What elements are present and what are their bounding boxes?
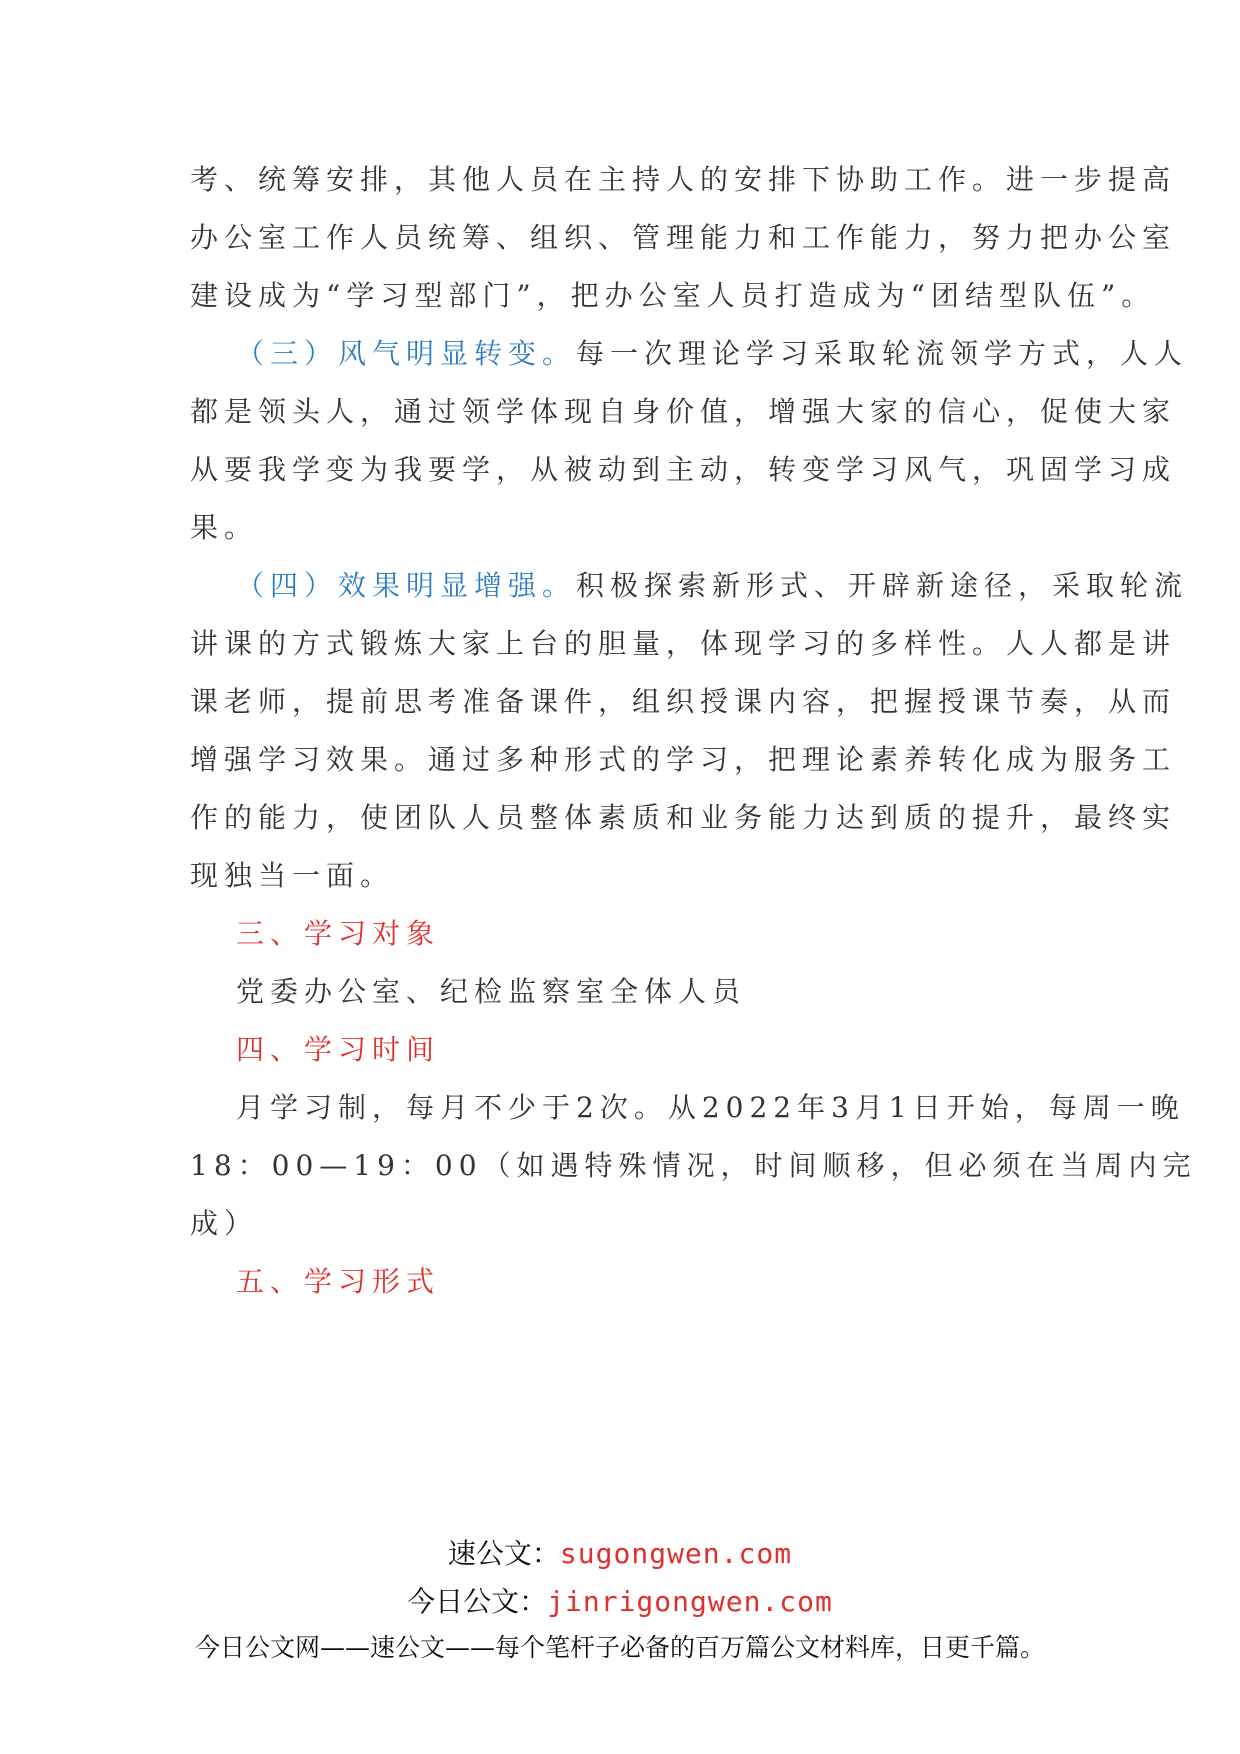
section-title-3: 三、学习对象 bbox=[236, 917, 441, 950]
footer-line-1 bbox=[0, 1532, 1240, 1572]
subheading-3: （三）风气明显转变。 bbox=[236, 337, 577, 370]
paragraph-first-line bbox=[236, 566, 1188, 606]
text-line: 考、统筹安排，其他人员在主持人的安排下协助工作。进一步提高 bbox=[190, 163, 1177, 196]
section-title-4: 四、学习时间 bbox=[236, 1033, 441, 1066]
paragraph-first-line bbox=[236, 334, 1188, 374]
section-title-5: 五、学习形式 bbox=[236, 1265, 441, 1298]
text-line: 课老师，提前思考准备课件，组织授课内容，把握授课节奏，从而 bbox=[190, 685, 1177, 718]
footer-slogan: 今日公文网——速公文——每个笔杆子必备的百万篇公文材料库，日更千篇。 bbox=[194, 1633, 1045, 1662]
text-line: 成） bbox=[190, 1207, 259, 1240]
text-line: 作的能力，使团队人员整体素质和业务能力达到质的提升，最终实 bbox=[190, 801, 1177, 834]
text-line: 月学习制，每月不少于2次。从2022年3月1日开始，每周一晚 bbox=[236, 1091, 1185, 1124]
footer-label: 今日公文： bbox=[407, 1585, 548, 1618]
text-line: 讲课的方式锻炼大家上台的胆量，体现学习的多样性。人人都是讲 bbox=[190, 627, 1177, 660]
text-line: 办公室工作人员统筹、组织、管理能力和工作能力，努力把办公室 bbox=[190, 221, 1177, 254]
text-line: 增强学习效果。通过多种形式的学习，把理论素养转化成为服务工 bbox=[190, 743, 1177, 776]
text-line: 建设成为“学习型部门”，把办公室人员打造成为“团结型队伍”。 bbox=[190, 279, 1156, 312]
text-segment: 每一次理论学习采取轮流领学方式，人人 bbox=[576, 337, 1189, 370]
footer-line-2 bbox=[0, 1580, 1240, 1620]
footer-label: 速公文： bbox=[447, 1537, 560, 1570]
footer-link-sugongwen[interactable]: sugongwen.com bbox=[559, 1537, 793, 1570]
subheading-4: （四）效果明显增强。 bbox=[236, 569, 577, 602]
text-line: 18：00—19：00（如遇特殊情况，时间顺移，但必须在当周内完 bbox=[190, 1149, 1197, 1182]
text-line: 现独当一面。 bbox=[190, 859, 395, 892]
text-line: 果。 bbox=[190, 511, 259, 544]
footer-link-jinrigongwen[interactable]: jinrigongwen.com bbox=[547, 1585, 833, 1618]
text-segment: 积极探索新形式、开辟新途径，采取轮流 bbox=[576, 569, 1189, 602]
text-line: 党委办公室、纪检监察室全体人员 bbox=[236, 975, 747, 1008]
text-line: 都是领头人，通过领学体现自身价值，增强大家的信心，促使大家 bbox=[190, 395, 1177, 428]
text-line: 从要我学变为我要学，从被动到主动，转变学习风气，巩固学习成 bbox=[190, 453, 1177, 486]
